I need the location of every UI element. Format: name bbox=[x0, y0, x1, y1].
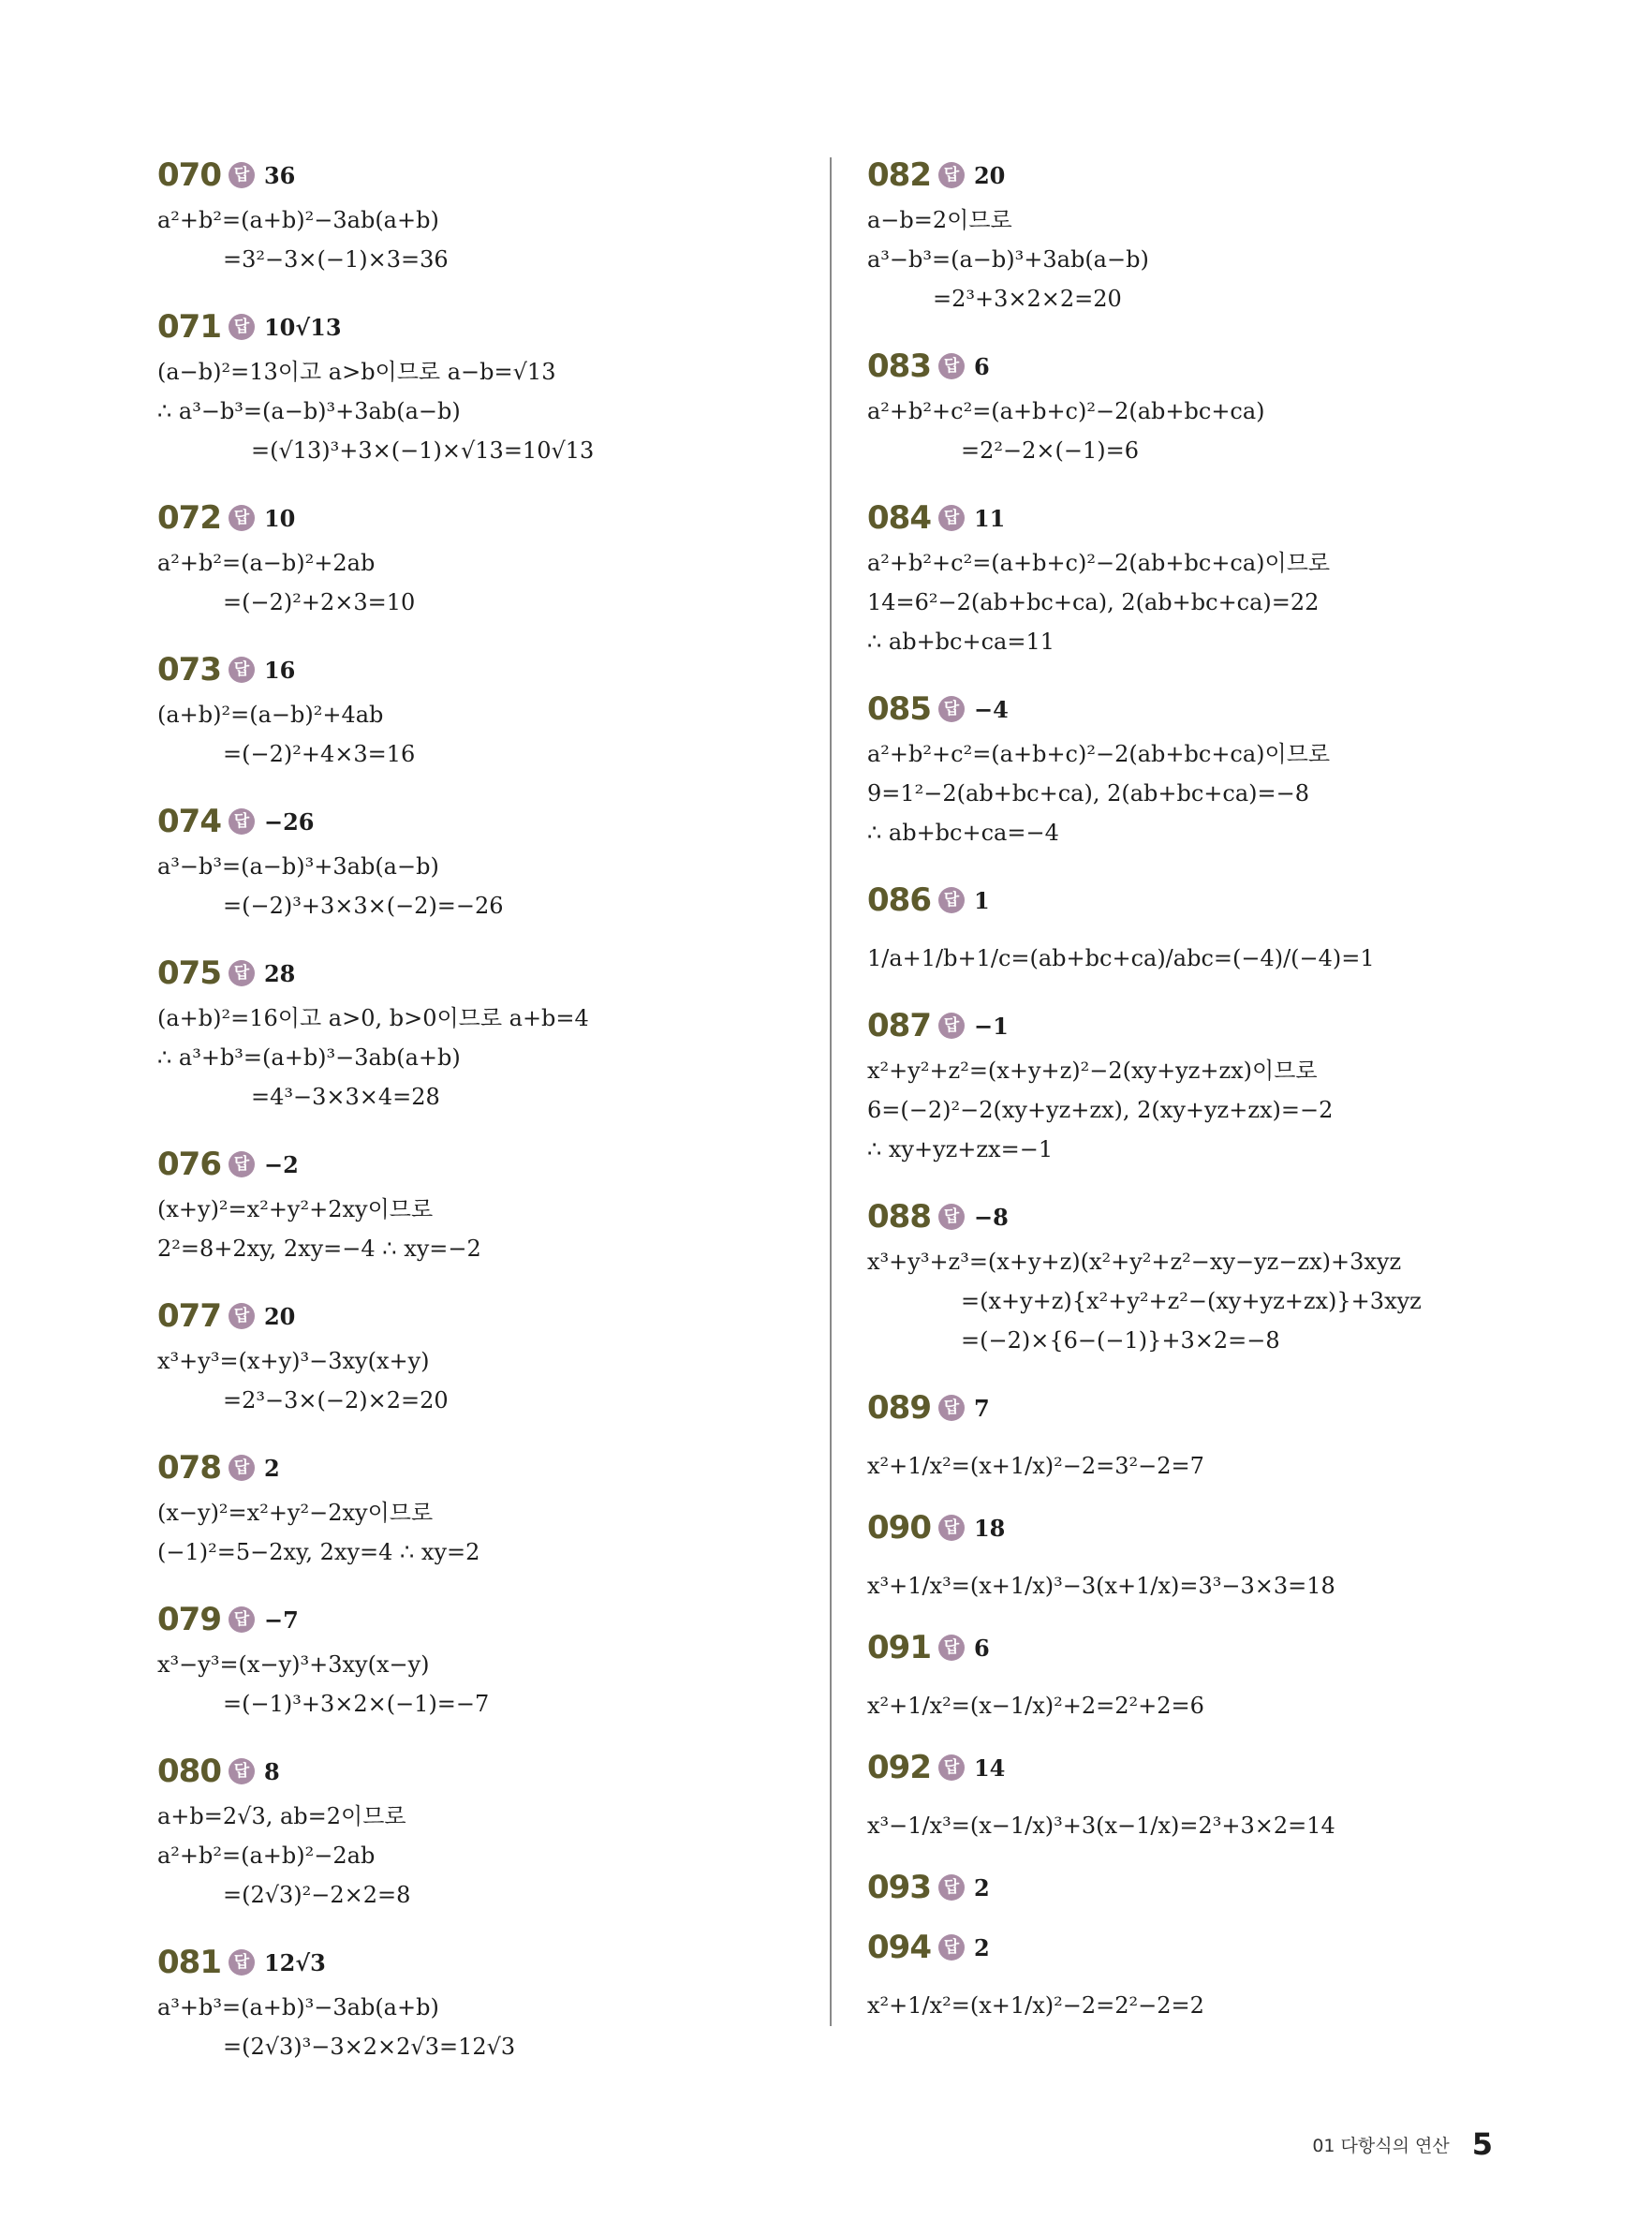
answer-badge: 답 bbox=[938, 1013, 965, 1039]
solution-line: x²+y²+z²=(x+y+z)²−2(xy+yz+zx)이므로 bbox=[867, 1058, 1318, 1084]
answer-value: 1 bbox=[973, 886, 990, 914]
solution-line: x²+1/x²=(x−1/x)²+2=2²+2=6 bbox=[867, 1693, 1204, 1719]
problem-number: 092 bbox=[867, 1749, 931, 1786]
solution-line: a²+b²+c²=(a+b+c)²−2(ab+bc+ca)이므로 bbox=[867, 550, 1331, 576]
problem-number: 082 bbox=[867, 156, 931, 194]
solution-line: a−b=2이므로 bbox=[867, 207, 1012, 233]
page-number: 5 bbox=[1471, 2126, 1493, 2162]
problem-header bbox=[157, 1594, 850, 1645]
problem-header bbox=[867, 341, 1560, 392]
problem-number: 077 bbox=[157, 1297, 221, 1335]
solution-line: (a−b)²=13이고 a>b이므로 a−b=√13 bbox=[157, 359, 556, 385]
problem-header bbox=[867, 1191, 1560, 1242]
solution-line: a+b=2√3, ab=2이므로 bbox=[157, 1803, 406, 1829]
answer-badge: 답 bbox=[229, 314, 255, 340]
problem-number: 091 bbox=[867, 1629, 931, 1666]
answer-badge: 답 bbox=[938, 1934, 965, 1961]
answer-value: 18 bbox=[973, 1514, 1006, 1542]
solution-line: 9=1²−2(ab+bc+ca), 2(ab+bc+ca)=−8 bbox=[867, 780, 1310, 807]
problem-088 bbox=[867, 1191, 1560, 1360]
problem-number: 084 bbox=[867, 499, 931, 537]
problem-number: 083 bbox=[867, 348, 931, 385]
problem-092 bbox=[867, 1742, 1560, 1858]
solution-line: 2²=8+2xy, 2xy=−4 ∴ xy=−2 bbox=[157, 1236, 481, 1262]
problem-header bbox=[157, 1139, 850, 1190]
problem-header bbox=[867, 1000, 1560, 1051]
answer-value: 36 bbox=[263, 161, 296, 189]
answer-badge: 답 bbox=[229, 1606, 255, 1633]
solution-line: =2²−2×(−1)=6 bbox=[961, 437, 1139, 464]
answer-value: −1 bbox=[973, 1012, 1009, 1040]
answer-value: 2 bbox=[263, 1454, 280, 1482]
problem-header bbox=[157, 1746, 850, 1797]
solution-line: x³−y³=(x−y)³+3xy(x−y) bbox=[157, 1651, 430, 1678]
problem-number: 087 bbox=[867, 1007, 931, 1044]
problem-number: 072 bbox=[157, 499, 221, 537]
answer-badge: 답 bbox=[938, 353, 965, 379]
answer-value: −2 bbox=[263, 1150, 299, 1178]
answer-value: −7 bbox=[263, 1606, 299, 1634]
solution-line: x²+1/x²=(x+1/x)²−2=2²−2=2 bbox=[867, 1992, 1204, 2019]
solution-line: ∴ xy+yz+zx=−1 bbox=[867, 1136, 1054, 1162]
problem-089 bbox=[867, 1383, 1560, 1499]
solution-line: =3²−3×(−1)×3=36 bbox=[223, 246, 449, 273]
problem-number: 075 bbox=[157, 955, 221, 992]
problem-header bbox=[867, 1742, 1560, 1793]
answer-badge: 답 bbox=[938, 1754, 965, 1781]
answer-badge: 답 bbox=[938, 1204, 965, 1230]
solution-line: a²+b²=(a−b)²+2ab bbox=[157, 550, 376, 576]
answer-badge: 답 bbox=[938, 887, 965, 913]
problem-header bbox=[157, 493, 850, 543]
answer-value: −4 bbox=[973, 695, 1009, 723]
right-column bbox=[867, 150, 1560, 2059]
problem-079 bbox=[157, 1594, 850, 1724]
problem-number: 071 bbox=[157, 308, 221, 346]
answer-badge: 답 bbox=[229, 162, 255, 188]
solution-line: =(−2)×{6−(−1)}+3×2=−8 bbox=[961, 1327, 1280, 1354]
solution-line: x²+1/x²=(x+1/x)²−2=3²−2=7 bbox=[867, 1453, 1204, 1479]
problem-number: 076 bbox=[157, 1146, 221, 1183]
answer-badge: 답 bbox=[229, 960, 255, 986]
problem-090 bbox=[867, 1502, 1560, 1619]
problem-header bbox=[867, 684, 1560, 734]
solution-line: =4³−3×3×4=28 bbox=[251, 1084, 440, 1110]
problem-number: 073 bbox=[157, 651, 221, 688]
problem-084 bbox=[867, 493, 1560, 661]
left-column bbox=[157, 150, 850, 2087]
answer-value: 2 bbox=[973, 1873, 990, 1902]
problem-header bbox=[157, 1443, 850, 1493]
solution-line: (a+b)²=16이고 a>0, b>0이므로 a+b=4 bbox=[157, 1005, 589, 1031]
solution-line: =(−2)²+4×3=16 bbox=[223, 741, 416, 767]
answer-value: 6 bbox=[973, 352, 990, 380]
problem-header bbox=[867, 1922, 1560, 1973]
solution-line: x³+y³+z³=(x+y+z)(x²+y²+z²−xy−yz−zx)+3xyz bbox=[867, 1249, 1402, 1275]
problem-header bbox=[867, 150, 1560, 200]
problem-number: 089 bbox=[867, 1389, 931, 1427]
problem-number: 094 bbox=[867, 1929, 931, 1966]
solution-line: =2³+3×2×2=20 bbox=[933, 286, 1122, 312]
problem-header bbox=[867, 1622, 1560, 1673]
solution-line: ∴ a³+b³=(a+b)³−3ab(a+b) bbox=[157, 1044, 461, 1071]
problem-number: 090 bbox=[867, 1509, 931, 1547]
answer-badge: 답 bbox=[938, 505, 965, 531]
problem-071 bbox=[157, 302, 850, 470]
problem-094 bbox=[867, 1922, 1560, 2038]
solution-line: x³+y³=(x+y)³−3xy(x+y) bbox=[157, 1348, 430, 1374]
answer-value: 10 bbox=[263, 504, 296, 532]
problem-number: 085 bbox=[867, 690, 931, 728]
solution-line: 14=6²−2(ab+bc+ca), 2(ab+bc+ca)=22 bbox=[867, 589, 1320, 615]
problem-header bbox=[157, 150, 850, 200]
answer-badge: 답 bbox=[229, 657, 255, 683]
answer-badge: 답 bbox=[229, 505, 255, 531]
answer-value: 20 bbox=[973, 161, 1006, 189]
solution-line: (x−y)²=x²+y²−2xy이므로 bbox=[157, 1500, 434, 1526]
solution-line: =(−2)³+3×3×(−2)=−26 bbox=[223, 893, 504, 919]
answer-badge: 답 bbox=[229, 1949, 255, 1976]
solution-line: =(2√3)³−3×2×2√3=12√3 bbox=[223, 2034, 516, 2060]
problem-number: 079 bbox=[157, 1601, 221, 1638]
problem-header bbox=[867, 493, 1560, 543]
problem-075 bbox=[157, 948, 850, 1117]
problem-header bbox=[157, 796, 850, 847]
answer-badge: 답 bbox=[938, 1515, 965, 1541]
problem-number: 078 bbox=[157, 1449, 221, 1487]
answer-value: 11 bbox=[973, 504, 1006, 532]
problem-header bbox=[157, 1291, 850, 1341]
problem-073 bbox=[157, 644, 850, 774]
answer-value: 6 bbox=[973, 1634, 990, 1662]
footer-chapter-title: 01 다항식의 연산 bbox=[1312, 2135, 1450, 2156]
solution-line: a³−b³=(a−b)³+3ab(a−b) bbox=[867, 246, 1149, 273]
answer-badge: 답 bbox=[229, 1303, 255, 1329]
answer-value: 7 bbox=[973, 1394, 990, 1422]
problem-083 bbox=[867, 341, 1560, 470]
answer-value: 16 bbox=[263, 656, 296, 684]
problem-085 bbox=[867, 684, 1560, 852]
problem-number: 080 bbox=[157, 1753, 221, 1790]
solution-line: a²+b²+c²=(a+b+c)²−2(ab+bc+ca)이므로 bbox=[867, 741, 1331, 767]
problem-070 bbox=[157, 150, 850, 279]
problem-080 bbox=[157, 1746, 850, 1915]
answer-badge: 답 bbox=[938, 1635, 965, 1661]
solution-line: =(2√3)²−2×2=8 bbox=[223, 1882, 411, 1908]
solution-line: =2³−3×(−2)×2=20 bbox=[223, 1387, 449, 1413]
problem-078 bbox=[157, 1443, 850, 1572]
problem-number: 070 bbox=[157, 156, 221, 194]
problem-082 bbox=[867, 150, 1560, 318]
answer-badge: 답 bbox=[938, 162, 965, 188]
solution-line: =(x+y+z){x²+y²+z²−(xy+yz+zx)}+3xyz bbox=[961, 1288, 1422, 1314]
answer-badge: 답 bbox=[938, 1395, 965, 1421]
problem-header bbox=[867, 1502, 1560, 1553]
problem-087 bbox=[867, 1000, 1560, 1169]
solution-line: a²+b²=(a+b)²−2ab bbox=[157, 1843, 376, 1869]
problem-072 bbox=[157, 493, 850, 622]
solution-line: (a+b)²=(a−b)²+4ab bbox=[157, 702, 384, 728]
solution-line: =(√13)³+3×(−1)×√13=10√13 bbox=[251, 437, 595, 464]
answer-value: −8 bbox=[973, 1203, 1009, 1231]
problem-number: 081 bbox=[157, 1944, 221, 1981]
problem-number: 074 bbox=[157, 803, 221, 840]
answer-value: 14 bbox=[973, 1754, 1006, 1782]
answer-value: 8 bbox=[263, 1757, 280, 1785]
solution-line: (x+y)²=x²+y²+2xy이므로 bbox=[157, 1196, 434, 1222]
answer-value: 2 bbox=[973, 1933, 990, 1961]
solution-line: =(−1)³+3×2×(−1)=−7 bbox=[223, 1691, 490, 1717]
problem-header bbox=[157, 302, 850, 352]
problem-header bbox=[157, 1937, 850, 1988]
answer-value: 12√3 bbox=[263, 1948, 326, 1976]
problem-header bbox=[867, 1383, 1560, 1433]
problem-header bbox=[867, 1862, 1560, 1913]
solution-line: ∴ ab+bc+ca=−4 bbox=[867, 820, 1059, 846]
problem-number: 086 bbox=[867, 881, 931, 919]
page-footer bbox=[1312, 2126, 1493, 2162]
solution-line: ∴ a³−b³=(a−b)³+3ab(a−b) bbox=[157, 398, 461, 424]
answer-value: −26 bbox=[263, 807, 315, 836]
answer-badge: 답 bbox=[938, 696, 965, 722]
solution-line: a²+b²+c²=(a+b+c)²−2(ab+bc+ca) bbox=[867, 398, 1265, 424]
solution-line: 1/a+1/b+1/c=(ab+bc+ca)/abc=(−4)/(−4)=1 bbox=[867, 945, 1375, 971]
answer-badge: 답 bbox=[229, 808, 255, 835]
problem-header bbox=[157, 644, 850, 695]
solution-line: =(−2)²+2×3=10 bbox=[223, 589, 416, 615]
solution-line: a²+b²=(a+b)²−3ab(a+b) bbox=[157, 207, 439, 233]
solution-line: 6=(−2)²−2(xy+yz+zx), 2(xy+yz+zx)=−2 bbox=[867, 1097, 1334, 1123]
problem-number: 093 bbox=[867, 1869, 931, 1906]
problem-093 bbox=[867, 1862, 1560, 1913]
answer-badge: 답 bbox=[229, 1151, 255, 1177]
solution-line: x³−1/x³=(x−1/x)³+3(x−1/x)=2³+3×2=14 bbox=[867, 1813, 1335, 1839]
column-divider bbox=[830, 157, 832, 2026]
problem-074 bbox=[157, 796, 850, 925]
problem-header bbox=[867, 875, 1560, 925]
problem-077 bbox=[157, 1291, 850, 1420]
problem-086 bbox=[867, 875, 1560, 991]
problem-header bbox=[157, 948, 850, 999]
solution-line: a³+b³=(a+b)³−3ab(a+b) bbox=[157, 1994, 439, 2020]
answer-badge: 답 bbox=[229, 1758, 255, 1784]
answer-badge: 답 bbox=[229, 1455, 255, 1481]
solution-line: ∴ ab+bc+ca=11 bbox=[867, 629, 1055, 655]
answer-value: 10√13 bbox=[263, 313, 342, 341]
solution-line: x³+1/x³=(x+1/x)³−3(x+1/x)=3³−3×3=18 bbox=[867, 1573, 1335, 1599]
solution-line: (−1)²=5−2xy, 2xy=4 ∴ xy=2 bbox=[157, 1539, 480, 1565]
problem-081 bbox=[157, 1937, 850, 2066]
answer-value: 20 bbox=[263, 1302, 296, 1330]
problem-number: 088 bbox=[867, 1198, 931, 1236]
answer-badge: 답 bbox=[938, 1874, 965, 1901]
answer-value: 28 bbox=[263, 959, 296, 987]
solution-line: a³−b³=(a−b)³+3ab(a−b) bbox=[157, 853, 439, 880]
problem-076 bbox=[157, 1139, 850, 1268]
problem-091 bbox=[867, 1622, 1560, 1739]
